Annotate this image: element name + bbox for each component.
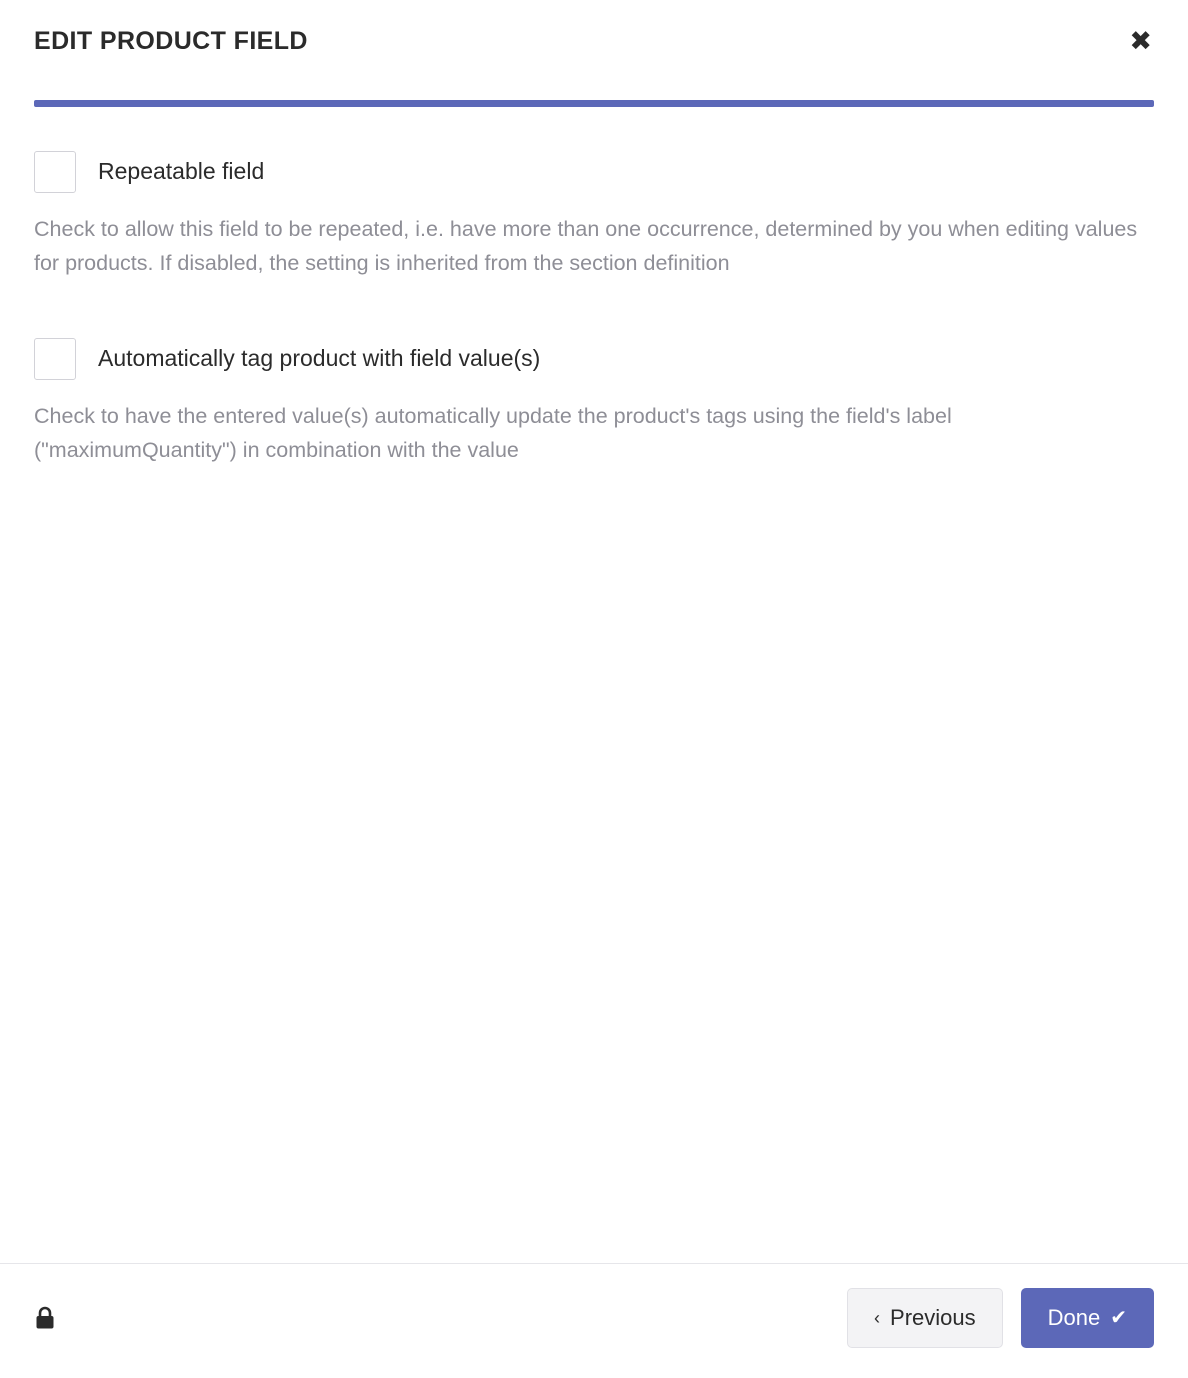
field-auto-tag [34, 338, 1154, 467]
close-icon[interactable]: ✖ [1129, 26, 1152, 56]
lock-icon [34, 1306, 56, 1330]
repeatable-field-checkbox[interactable] [34, 151, 76, 193]
dialog-body [0, 107, 1188, 1263]
progress-bar-fill [34, 100, 1154, 107]
chevron-left-icon: ‹ [874, 1308, 881, 1328]
repeatable-field-label: Repeatable field [98, 158, 265, 185]
progress-bar [34, 100, 1154, 107]
footer-buttons [847, 1288, 1154, 1348]
previous-button-label: Previous [890, 1305, 976, 1330]
auto-tag-field-row[interactable] [34, 338, 1154, 380]
done-button[interactable] [1021, 1288, 1154, 1348]
dialog-footer [0, 1263, 1188, 1378]
auto-tag-field-checkbox[interactable] [34, 338, 76, 380]
auto-tag-field-label: Automatically tag product with field value(s) [98, 345, 541, 372]
auto-tag-field-help: Check to have the entered value(s) automatically update the product's tags using the field's label ("maximumQuantity") in combination with the value [34, 404, 952, 462]
check-icon: ✔ [1110, 1307, 1127, 1329]
field-repeatable [34, 151, 1154, 280]
page-title: EDIT PRODUCT FIELD [34, 27, 308, 55]
repeatable-field-row[interactable] [34, 151, 1154, 193]
dialog-header [0, 0, 1188, 56]
previous-button[interactable] [847, 1288, 1003, 1348]
repeatable-field-help: Check to allow this field to be repeated, i.e. have more than one occurrence, determined by you when editing values for products. If disabled, the setting is inherited from the section definition [34, 217, 1138, 275]
done-button-label: Done [1047, 1305, 1101, 1330]
